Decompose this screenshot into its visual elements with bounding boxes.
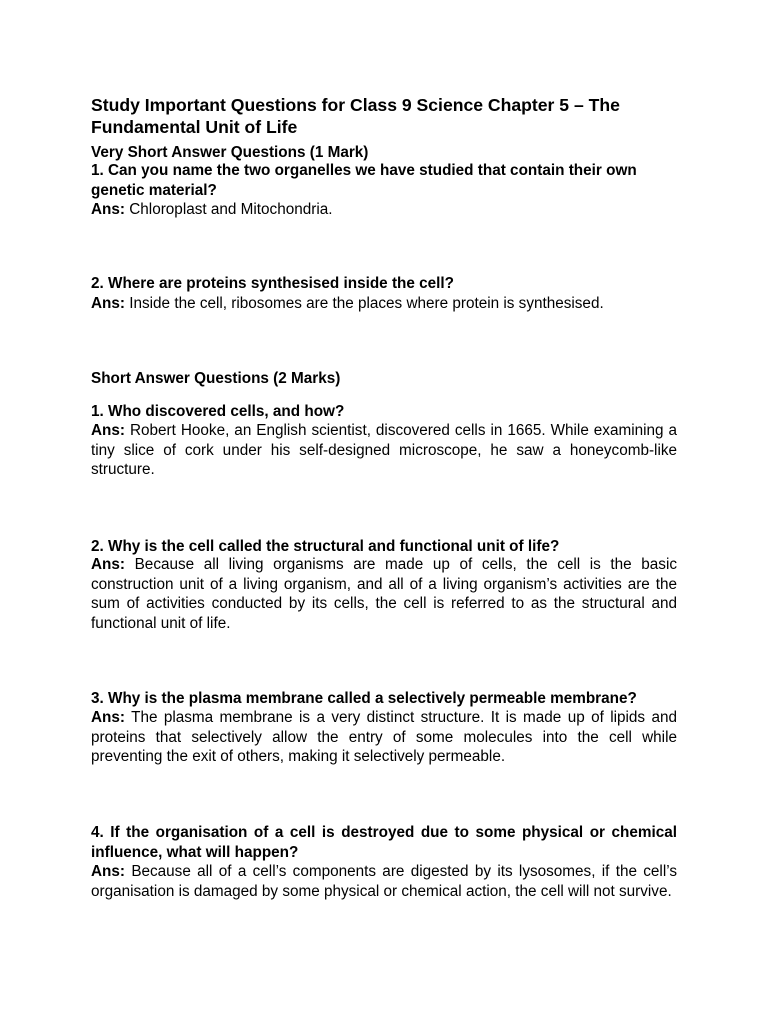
answer-text: Chloroplast and Mitochondria.: [129, 201, 333, 218]
answer-text: The plasma membrane is a very distinct structure. It is made up of lipids and proteins that selectively allow the entry of some molecules into the cell while preventing the exit of others, making it selectively permeable.: [91, 709, 677, 765]
answer-label: Ans:: [91, 556, 125, 573]
answer-label: Ans:: [91, 422, 125, 439]
answer-text: Because all living organisms are made up of cells, the cell is the basic construction unit of a living organism, and all of a living organism’s activities are the sum of activities conducted by its cells, the cell is referred to as the structural and functional unit of life.: [91, 556, 677, 632]
answer-sa-4: [91, 862, 677, 901]
document-title: Study Important Questions for Class 9 Science Chapter 5 – The Fundamental Unit of Life: [91, 95, 620, 137]
question-vs-2: 2. Where are proteins synthesised inside the cell?: [91, 275, 454, 292]
question-sa-4: 4. If the organisation of a cell is destroyed due to some physical or chemical influence, what will happen?: [91, 824, 677, 861]
answer-label: Ans:: [91, 295, 125, 312]
answer-sa-3: [91, 708, 677, 767]
answer-text: Inside the cell, ribosomes are the places where protein is synthesised.: [129, 295, 604, 312]
question-sa-2: 2. Why is the cell called the structural and functional unit of life?: [91, 538, 560, 555]
answer-sa-2: [91, 555, 677, 633]
section-heading-very-short: Very Short Answer Questions (1 Mark): [91, 144, 369, 161]
question-sa-3: 3. Why is the plasma membrane called a selectively permeable membrane?: [91, 690, 637, 707]
answer-vs-1: [91, 200, 677, 220]
question-sa-1: 1. Who discovered cells, and how?: [91, 403, 345, 420]
answer-vs-2: [91, 294, 677, 314]
answer-label: Ans:: [91, 863, 125, 880]
answer-text: Because all of a cell’s components are digested by its lysosomes, if the cell’s organisation is damaged by some physical or chemical action, the cell will not survive.: [91, 863, 677, 900]
section-heading-short: Short Answer Questions (2 Marks): [91, 370, 341, 387]
answer-label: Ans:: [91, 709, 125, 726]
answer-sa-1: [91, 421, 677, 480]
question-vs-1: 1. Can you name the two organelles we have studied that contain their own genetic material?: [91, 162, 637, 199]
answer-text: Robert Hooke, an English scientist, discovered cells in 1665. While examining a tiny slice of cork under his self-designed microscope, he saw a honeycomb-like structure.: [91, 422, 677, 478]
answer-label: Ans:: [91, 201, 125, 218]
